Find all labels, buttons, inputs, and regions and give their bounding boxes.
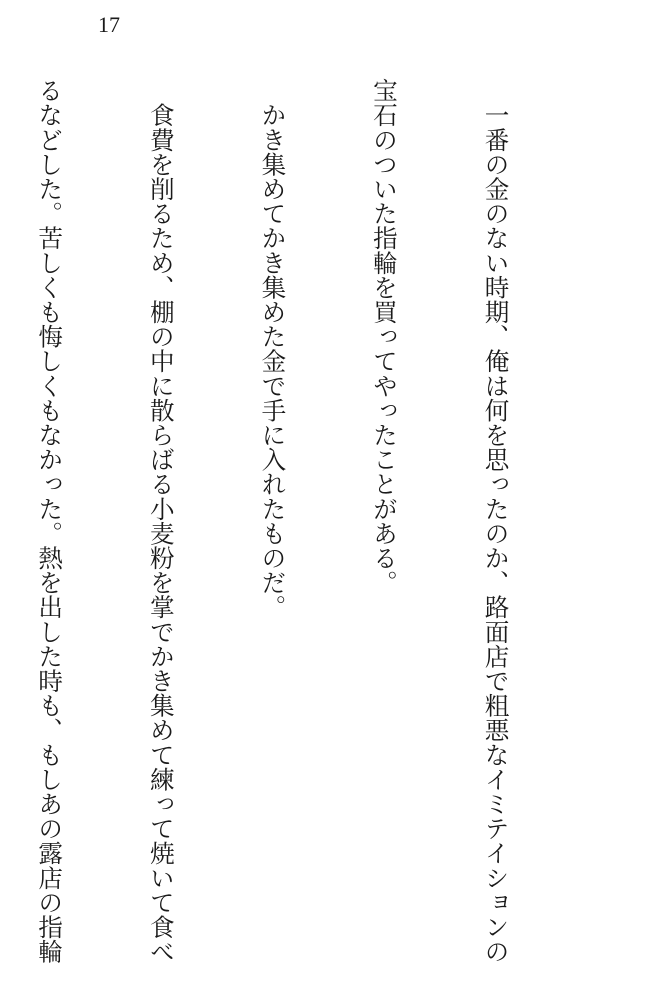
text-line: 宝石のついた指輪を買ってやったことがある。 xyxy=(369,78,399,595)
text-line: 食費を削るため、棚の中に散らばる小麦粉を掌でかき集めて練って焼いて食べ xyxy=(146,78,176,964)
text-line: かき集めてかき集めた金で手に入れたものだ。 xyxy=(258,78,288,620)
vertical-text-body xyxy=(0,78,589,964)
text-line: るなどした。苦しくも悔しくもなかった。熱を出した時も、もしあの露店の指輪 xyxy=(35,78,65,964)
text-line: 一番の金のない時期、俺は何を思ったのか、路面店で粗悪なイミテイションの xyxy=(481,78,511,964)
page-number: 17 xyxy=(98,12,120,37)
